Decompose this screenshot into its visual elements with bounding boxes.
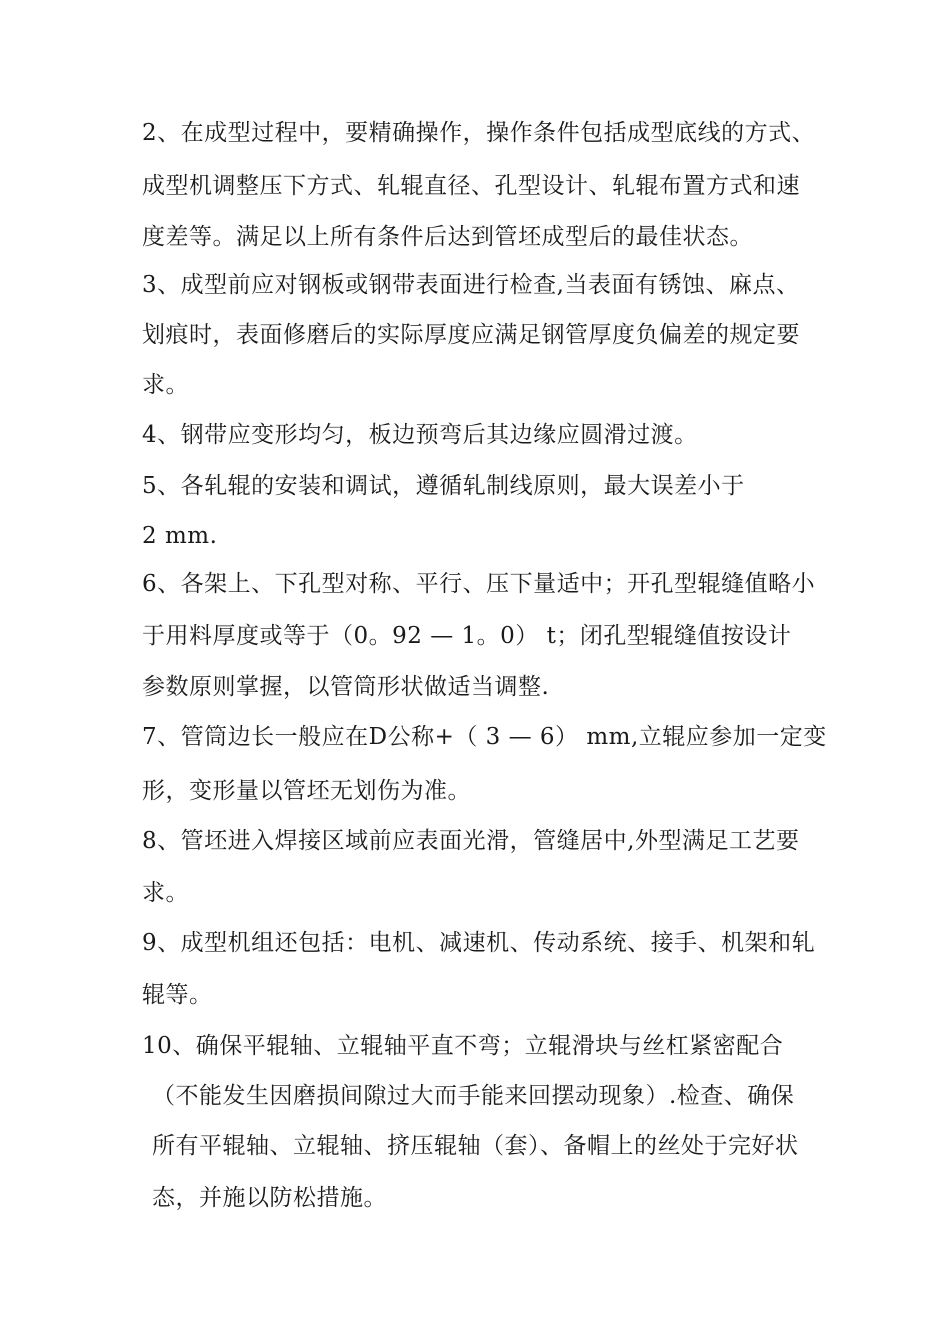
text-line: 求。 (142, 372, 189, 398)
text-line: 7、管筒边长一般应在D公称+（ 3 — 6） mm,立辊应参加一定变 (142, 724, 827, 750)
text-line: 2、在成型过程中，要精确操作，操作条件包括成型底线的方式、 (142, 120, 816, 146)
text-line: 3、成型前应对钢板或钢带表面进行检查,当表面有锈蚀、麻点、 (142, 272, 800, 298)
text-line: 于用料厚度或等于（0。92 — 1。0） t；闭孔型辊缝值按设计 (142, 623, 792, 649)
text-line: 参数原则掌握，以管筒形状做适当调整. (142, 674, 550, 700)
text-line: 态，并施以防松措施。 (152, 1185, 387, 1211)
text-line: 划痕时，表面修磨后的实际厚度应满足钢管厚度负偏差的规定要 (142, 322, 800, 348)
text-line: 所有平辊轴、立辊轴、挤压辊轴（套）、备帽上的丝处于完好状 (152, 1133, 799, 1159)
text-line: 8、管坯进入焊接区域前应表面光滑，管缝居中,外型满足工艺要 (142, 828, 800, 854)
text-line: 求。 (142, 880, 189, 906)
text-line: 2 mm. (142, 523, 218, 549)
text-line: 4、钢带应变形均匀，板边预弯后其边缘应圆滑过渡。 (142, 422, 698, 448)
text-line: 辊等。 (142, 982, 213, 1008)
text-line: 10、确保平辊轴、立辊轴平直不弯；立辊滑块与丝杠紧密配合 (142, 1033, 784, 1059)
text-line: 成型机调整压下方式、轧辊直径、孔型设计、轧辊布置方式和速 (142, 173, 800, 199)
text-line: 9、成型机组还包括：电机、减速机、传动系统、接手、机架和轧 (142, 930, 816, 956)
text-line: 形，变形量以管坯无划伤为准。 (142, 778, 471, 804)
text-line: （不能发生因磨损间隙过大而手能来回摆动现象）.检查、确保 (152, 1083, 795, 1109)
text-line: 度差等。满足以上所有条件后达到管坯成型后的最佳状态。 (142, 224, 753, 250)
text-line: 5、各轧辊的安装和调试，遵循轧制线原则，最大误差小于 (142, 473, 745, 499)
text-line: 6、各架上、下孔型对称、平行、压下量适中；开孔型辊缝值略小 (142, 571, 816, 597)
